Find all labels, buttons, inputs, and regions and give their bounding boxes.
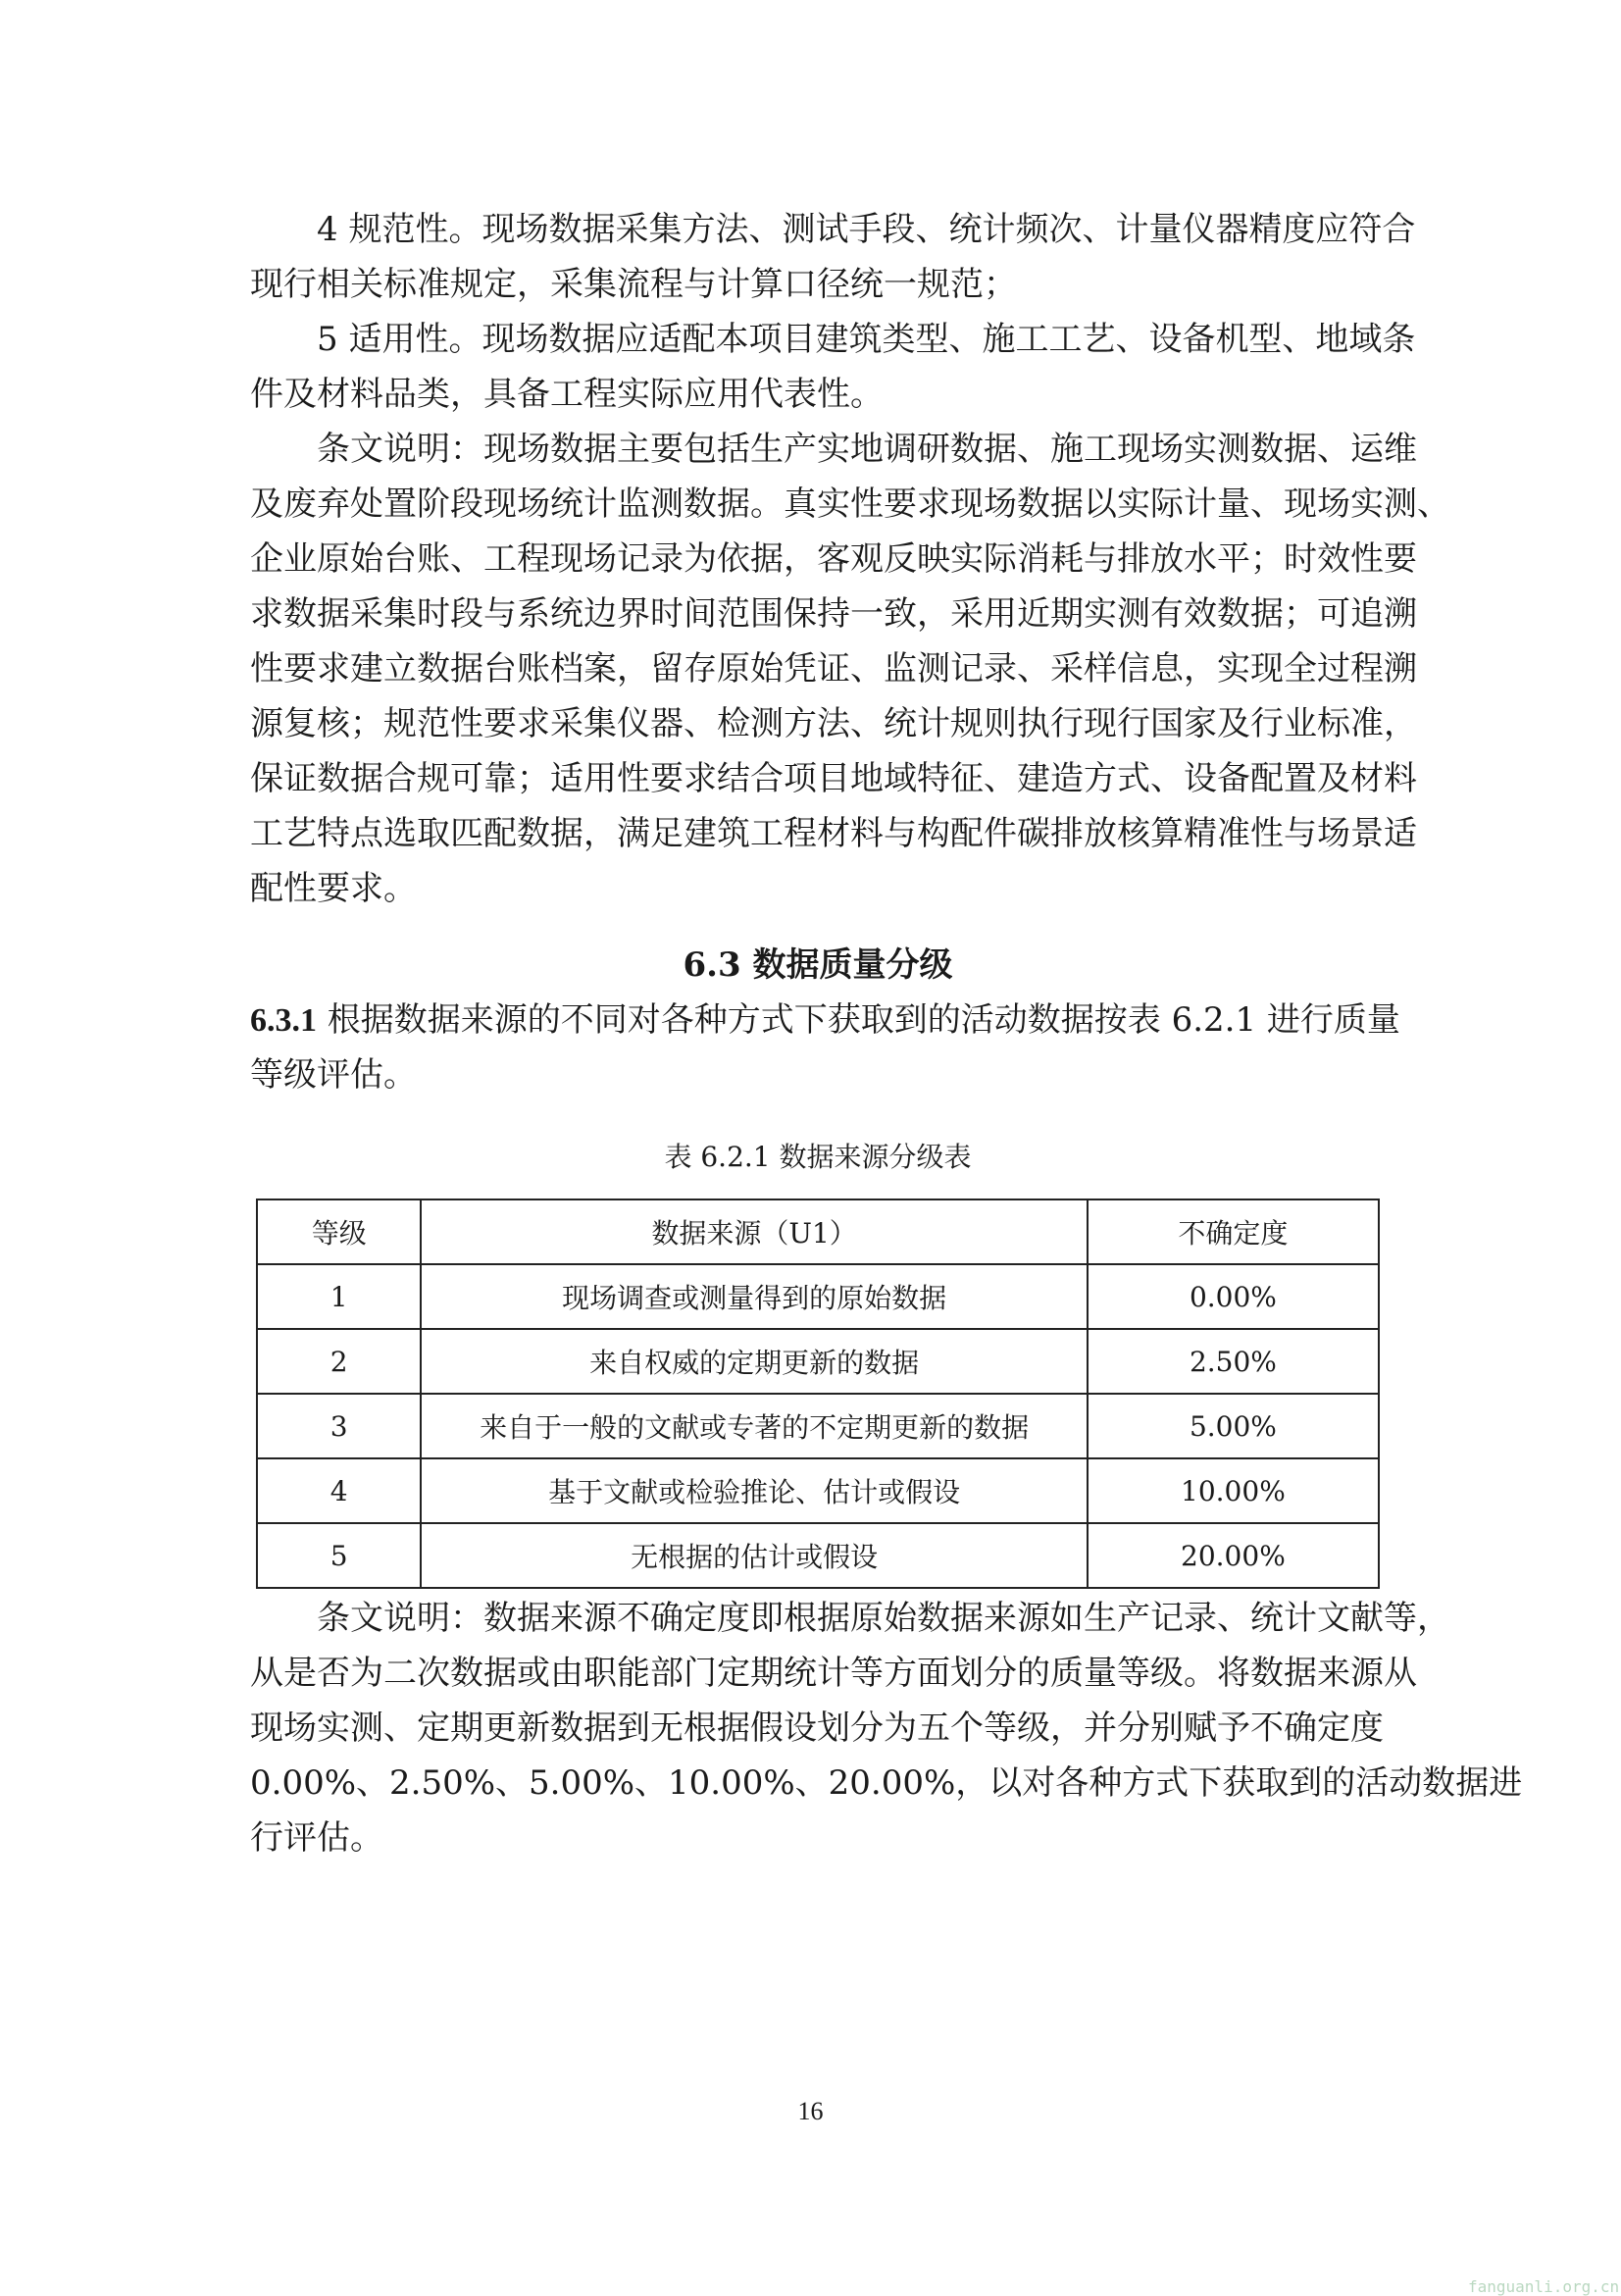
- clause-line-1: [250, 993, 1400, 1047]
- cell-uncertainty: 5.00%: [1088, 1394, 1379, 1458]
- table-row: [257, 1264, 1379, 1329]
- page-body: [250, 202, 1523, 1865]
- data-source-grade-table: [256, 1199, 1380, 1589]
- table-row: [257, 1329, 1379, 1394]
- note2-line-4: 0.00%、2.50%、5.00%、10.00%、20.00%，以对各种方式下获取到的活动数据进: [250, 1763, 1523, 1803]
- note1-line-6: 源复核；规范性要求采集仪器、检测方法、统计规则执行现行国家及行业标准，: [250, 704, 1417, 743]
- header-uncertainty: 不确定度: [1088, 1199, 1379, 1264]
- para-normativity-line-1: 4 规范性。现场数据采集方法、测试手段、统计频次、计量仪器精度应符合: [317, 210, 1416, 249]
- cell-grade: 2: [257, 1329, 421, 1394]
- cell-source: 无根据的估计或假设: [421, 1523, 1087, 1588]
- cell-grade: 3: [257, 1394, 421, 1458]
- cell-source: 基于文献或检验推论、估计或假设: [421, 1458, 1087, 1523]
- note1-line-1: 条文说明：现场数据主要包括生产实地调研数据、施工现场实测数据、运维: [317, 430, 1417, 469]
- table-header-row: [257, 1199, 1379, 1264]
- note1-line-8: 工艺特点选取匹配数据，满足建筑工程材料与构配件碳排放核算精准性与场景适: [250, 814, 1417, 853]
- note1-line-9: 配性要求。: [250, 869, 417, 908]
- cell-uncertainty: 10.00%: [1088, 1458, 1379, 1523]
- cell-grade: 1: [257, 1264, 421, 1329]
- section-heading: 6.3 数据质量分级: [683, 945, 953, 985]
- table-row: [257, 1458, 1379, 1523]
- note2-line-2: 从是否为二次数据或由职能部门定期统计等方面划分的质量等级。将数据来源从: [250, 1654, 1417, 1693]
- note1-line-7: 保证数据合规可靠；适用性要求结合项目地域特征、建造方式、设备配置及材料: [250, 759, 1417, 798]
- cell-source: 来自权威的定期更新的数据: [421, 1329, 1087, 1394]
- watermark: fanguanli.org.cn: [1468, 2277, 1620, 2296]
- clause-number: 6.3.1: [250, 1002, 317, 1039]
- table-row: [257, 1394, 1379, 1458]
- cell-grade: 4: [257, 1458, 421, 1523]
- table-caption: 表 6.2.1 数据来源分级表: [664, 1141, 972, 1173]
- note2-line-1: 条文说明：数据来源不确定度即根据原始数据来源如生产记录、统计文献等，: [317, 1599, 1450, 1638]
- para-applicability-line-1: 5 适用性。现场数据应适配本项目建筑类型、施工工艺、设备机型、地域条: [317, 320, 1416, 359]
- para-normativity-line-2: 现行相关标准规定，采集流程与计算口径统一规范；: [250, 265, 1017, 304]
- page-number: 16: [797, 2097, 824, 2125]
- clause-text: 根据数据来源的不同对各种方式下获取到的活动数据按表 6.2.1 进行质量: [317, 1000, 1400, 1040]
- table-row: [257, 1523, 1379, 1588]
- note1-line-2: 及废弃处置阶段现场统计监测数据。真实性要求现场数据以实际计量、现场实测、: [250, 485, 1450, 524]
- note1-line-5: 性要求建立数据台账档案，留存原始凭证、监测记录、采样信息，实现全过程溯: [250, 649, 1417, 689]
- note2-line-3: 现场实测、定期更新数据到无根据假设划分为五个等级，并分别赋予不确定度: [250, 1709, 1384, 1748]
- cell-uncertainty: 0.00%: [1088, 1264, 1379, 1329]
- cell-source: 来自于一般的文献或专著的不定期更新的数据: [421, 1394, 1087, 1458]
- cell-source: 现场调查或测量得到的原始数据: [421, 1264, 1087, 1329]
- para-applicability-line-2: 件及材料品类，具备工程实际应用代表性。: [250, 375, 884, 414]
- note1-line-3: 企业原始台账、工程现场记录为依据，客观反映实际消耗与排放水平；时效性要: [250, 539, 1417, 579]
- cell-uncertainty: 2.50%: [1088, 1329, 1379, 1394]
- note2-line-5: 行评估。: [250, 1818, 383, 1858]
- cell-grade: 5: [257, 1523, 421, 1588]
- cell-uncertainty: 20.00%: [1088, 1523, 1379, 1588]
- note1-line-4: 求数据采集时段与系统边界时间范围保持一致，采用近期实测有效数据；可追溯: [250, 594, 1417, 634]
- header-grade: 等级: [257, 1199, 421, 1264]
- clause-line-2: 等级评估。: [250, 1055, 417, 1095]
- header-source: 数据来源（U1）: [421, 1199, 1087, 1264]
